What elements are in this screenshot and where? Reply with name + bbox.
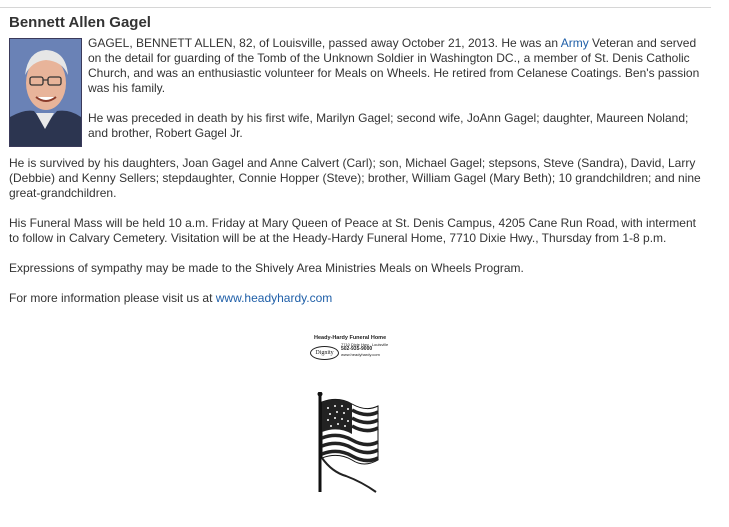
portrait-photo — [9, 38, 82, 147]
paragraph-survived: He is survived by his daughters, Joan Gagel and Anne Calvert (Carl); son, Michael Gagel; stepsons, Steve (Sandra), David, Larry (Debbie) and Kenny Sellers; stepdaughter, Connie Hopper (Steve); brother, William Gagel (Mary Beth); 10 grandchildren; and nine great-grandchildren. — [9, 156, 701, 200]
army-link[interactable]: Army — [560, 36, 589, 50]
intro-text-end: Veteran and served on the detail for guarding of the Tomb of the Unknown Soldier in Washington DC., a member of St. Denis Catholic Church, and was an enthusiastic volunteer for Meals on Wheels. He retired from Celanese Coatings. Ben's passion was his family. — [88, 36, 700, 95]
web-line: www.headyhardy.com — [341, 352, 380, 357]
address-line: 7710 Dixie Hwy., Louisville — [341, 342, 389, 347]
top-divider — [0, 7, 711, 8]
paragraph-preceded: He was preceded in death by his first wife, Marilyn Gagel; second wife, JoAnn Gagel; daughter, Maureen Noland; and brother, Robert Gagel Jr. — [88, 111, 689, 140]
more-info-text: For more information please visit us at — [9, 291, 216, 305]
obituary-content — [9, 13, 709, 321]
paragraph-services: His Funeral Mass will be held 10 a.m. Friday at Mary Queen of Peace at St. Denis Campus, 4205 Cane Run Road, with interment to follow in Calvary Cemetery. Visitation will be at the Heady-Hardy Funeral Home, 7710 Dixie Hwy., Thursday from 1-8 p.m. — [9, 216, 696, 245]
intro-text-start: GAGEL, BENNETT ALLEN, 82, of Louisville, passed away October 21, 2013. He was an — [88, 36, 561, 50]
funeral-home-name: Heady-Hardy Funeral Home — [314, 335, 387, 341]
paragraph-sympathy: Expressions of sympathy may be made to the Shively Area Ministries Meals on Wheels Program. — [9, 261, 524, 275]
paragraph-intro — [9, 36, 709, 96]
american-flag-icon — [316, 392, 384, 494]
paragraph-more-info — [9, 291, 709, 306]
funeral-home-address — [341, 342, 388, 357]
obituary-title: Bennett Allen Gagel — [9, 14, 151, 31]
website-link[interactable]: www.headyhardy.com — [215, 291, 333, 305]
dignity-badge: Dignity — [310, 346, 339, 360]
portrait-illustration — [10, 39, 81, 146]
funeral-home-logo — [310, 335, 400, 365]
phone-line: 502-935-9000 — [341, 346, 373, 352]
